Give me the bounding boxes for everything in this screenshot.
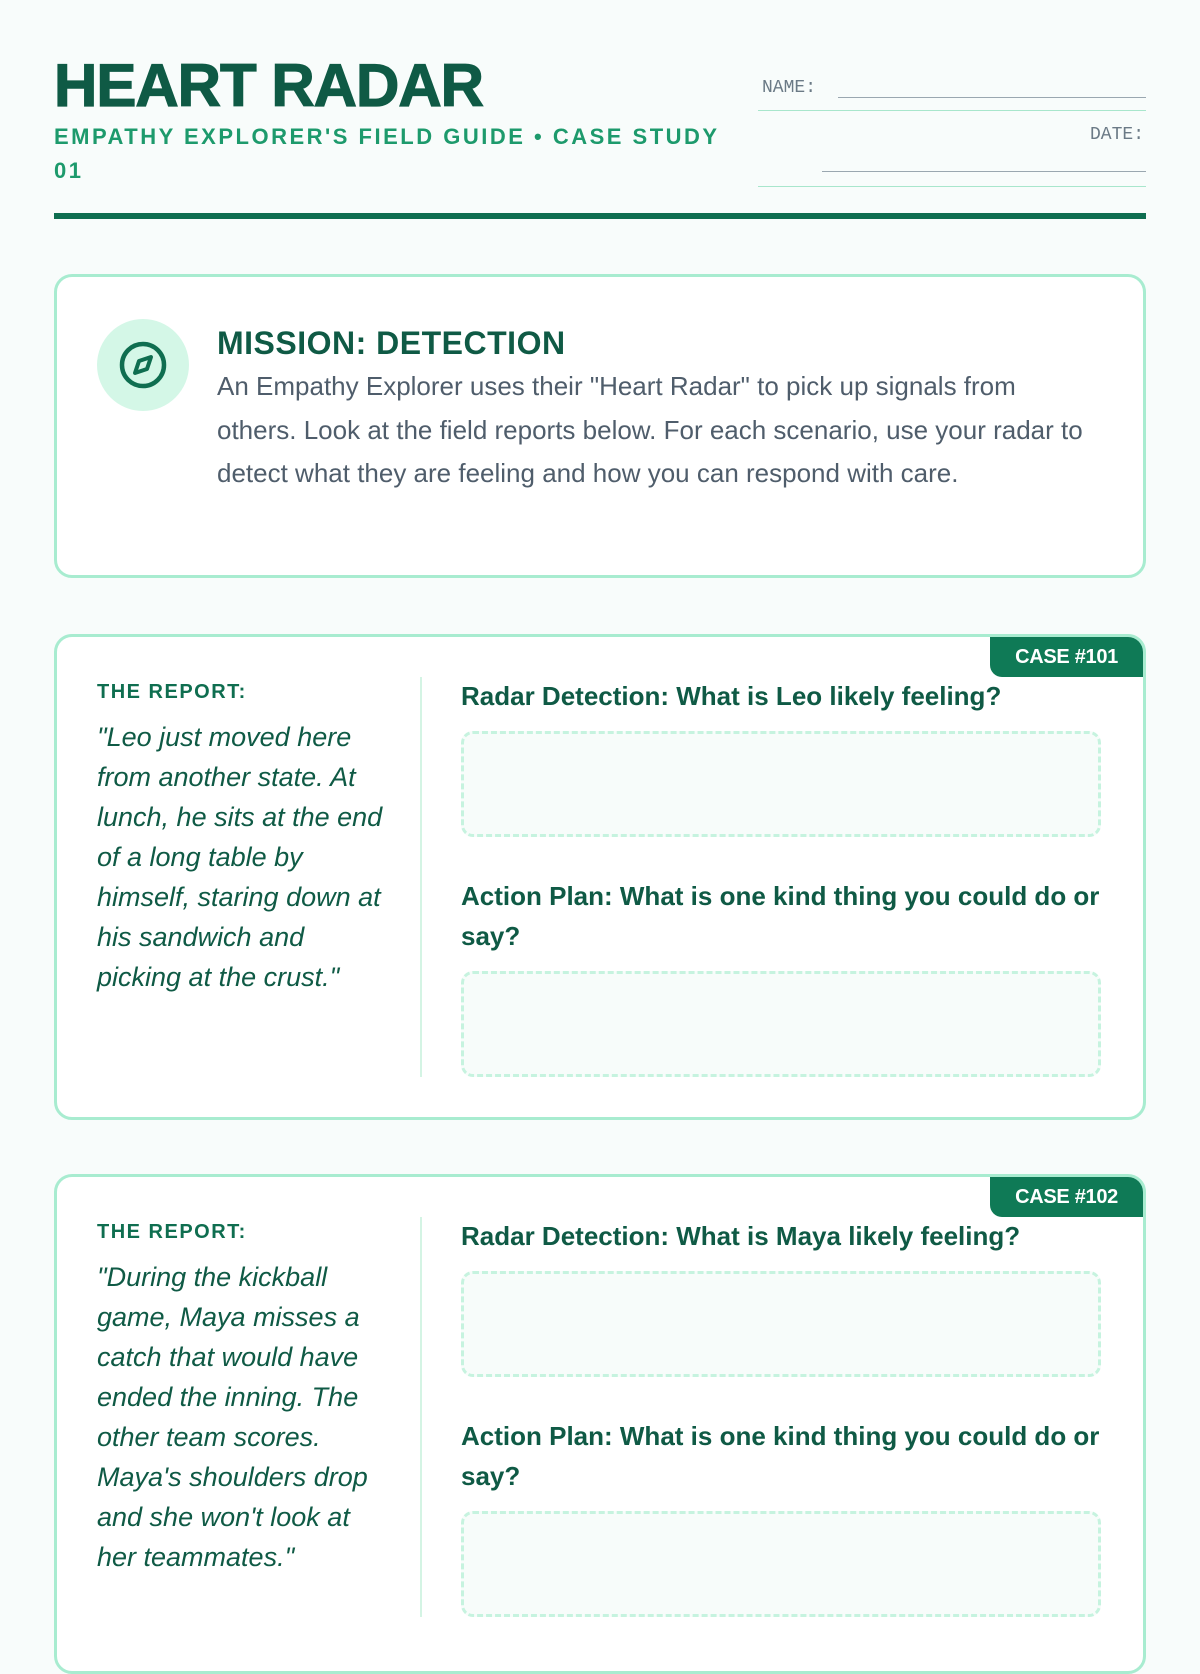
page-title: HEART RADAR <box>54 52 483 119</box>
action-answer-box[interactable] <box>461 971 1101 1077</box>
report-text: "Leo just moved here from another state. At lunch, he sits at the end of a long table by himself, staring down at his sandwich and picking at the crust." <box>97 722 383 992</box>
header <box>54 0 1146 222</box>
header-divider <box>54 213 1146 219</box>
action-question: Action Plan: What is one kind thing you could do or say? <box>461 881 1100 951</box>
case-number-badge: CASE #101 <box>990 637 1143 677</box>
name-label: NAME: <box>762 78 817 98</box>
date-label: DATE: <box>1089 125 1144 145</box>
action-question: Action Plan: What is one kind thing you could do or say? <box>461 1421 1100 1491</box>
case-card-102 <box>54 1174 1146 1674</box>
mission-title: MISSION: DETECTION <box>217 325 566 361</box>
column-divider <box>420 1217 422 1617</box>
date-line[interactable] <box>822 171 1146 172</box>
name-line[interactable] <box>838 97 1146 98</box>
mission-card <box>54 274 1146 578</box>
action-answer-box[interactable] <box>461 1511 1101 1617</box>
name-field[interactable] <box>758 72 1146 111</box>
date-field[interactable] <box>758 118 1146 187</box>
report-label: THE REPORT: <box>97 681 247 703</box>
detection-answer-box[interactable] <box>461 1271 1101 1377</box>
detection-question: Radar Detection: What is Maya likely feeling? <box>461 1221 1021 1251</box>
mission-description: An Empathy Explorer uses their "Heart Radar" to pick up signals from others. Look at the field reports below. For each scenario, use your radar to detect what they are feeling and how you can respond with care. <box>217 371 1083 488</box>
case-number-badge: CASE #102 <box>990 1177 1143 1217</box>
case-card-101 <box>54 634 1146 1120</box>
compass-icon <box>97 319 189 411</box>
column-divider <box>420 677 422 1077</box>
report-label: THE REPORT: <box>97 1221 247 1243</box>
report-text: "During the kickball game, Maya misses a catch that would have ended the inning. The other team scores. Maya's shoulders drop and she won't look at her teammates." <box>97 1262 368 1572</box>
detection-answer-box[interactable] <box>461 731 1101 837</box>
page-subtitle: EMPATHY EXPLORER'S FIELD GUIDE • CASE STUDY 01 <box>54 124 720 183</box>
worksheet-page <box>54 0 1146 1572</box>
detection-question: Radar Detection: What is Leo likely feeling? <box>461 681 1002 711</box>
